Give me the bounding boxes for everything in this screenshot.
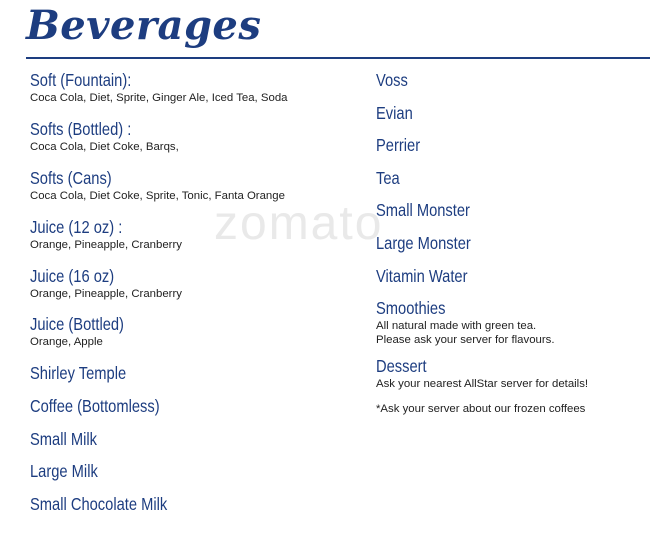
- item-name: Small Monster: [376, 200, 470, 221]
- item-name: Vitamin Water: [376, 265, 468, 286]
- menu-item-small-chocolate-milk: [30, 494, 360, 527]
- menu-item-softs-bottled: [30, 119, 360, 168]
- title-divider: [26, 57, 650, 59]
- item-description: Coca Cola, Diet Coke, Barqs,: [30, 140, 179, 153]
- frozen-coffee-note: *Ask your server about our frozen coffees: [376, 403, 586, 416]
- item-name: Softs (Cans): [30, 167, 112, 188]
- item-name: Shirley Temple: [30, 363, 127, 384]
- menu-item-evian: [376, 103, 646, 136]
- item-name: Coffee (Bottomless): [30, 395, 160, 416]
- menu-item-small-milk: [30, 429, 360, 462]
- item-description: Coca Cola, Diet, Sprite, Ginger Ale, Iced Tea, Soda: [30, 92, 288, 104]
- menu-item-vitamin-water: [376, 266, 646, 299]
- item-name: Tea: [376, 167, 400, 188]
- menu-item-juice-16oz: [30, 266, 360, 315]
- menu-item-smoothies: [376, 298, 646, 356]
- watermark: zomato: [214, 197, 384, 250]
- menu-item-shirley-temple: [30, 363, 360, 396]
- item-name: Voss: [376, 70, 408, 90]
- item-description: Ask your nearest AllStar server for details!: [376, 378, 589, 391]
- item-name: Dessert: [376, 356, 427, 377]
- item-description: Please ask your server for flavours.: [376, 334, 555, 347]
- item-name: Softs (Bottled) :: [30, 118, 132, 139]
- item-name: Small Chocolate Milk: [30, 493, 168, 514]
- menu-item-soft-fountain: [30, 70, 360, 119]
- menu-item-small-monster: [376, 200, 646, 233]
- item-description: Orange, Pineapple, Cranberry: [30, 287, 182, 300]
- item-name: Large Monster: [376, 232, 471, 253]
- item-name: Perrier: [376, 135, 421, 156]
- item-name: Evian: [376, 102, 413, 123]
- item-name: Juice (Bottled): [30, 314, 124, 335]
- menu-title: Beverages: [26, 2, 262, 49]
- menu-item-juice-bottled: [30, 314, 360, 363]
- menu-item-dessert: [376, 356, 646, 402]
- item-description: All natural made with green tea.: [376, 320, 537, 333]
- item-description: Orange, Apple: [30, 336, 103, 349]
- menu-item-voss: [376, 70, 646, 103]
- menu-item-softs-cans: [30, 168, 360, 217]
- menu-item-large-monster: [376, 233, 646, 266]
- item-name: Large Milk: [30, 461, 98, 482]
- item-name: Small Milk: [30, 428, 97, 449]
- menu-item-coffee-bottomless: [30, 396, 360, 429]
- item-name: Juice (12 oz) :: [30, 216, 123, 237]
- menu-item-large-milk: [30, 461, 360, 494]
- menu-item-perrier: [376, 135, 646, 168]
- item-name: Juice (16 oz): [30, 265, 115, 286]
- left-column: [30, 70, 360, 526]
- menu-item-tea: [376, 168, 646, 201]
- item-description: Coca Cola, Diet Coke, Sprite, Tonic, Fanta Orange: [30, 189, 285, 202]
- item-name: Soft (Fountain):: [30, 70, 132, 90]
- right-column: [376, 70, 646, 416]
- item-description: Orange, Pineapple, Cranberry: [30, 238, 182, 251]
- item-name: Smoothies: [376, 298, 446, 319]
- menu-item-juice-12oz: [30, 217, 360, 266]
